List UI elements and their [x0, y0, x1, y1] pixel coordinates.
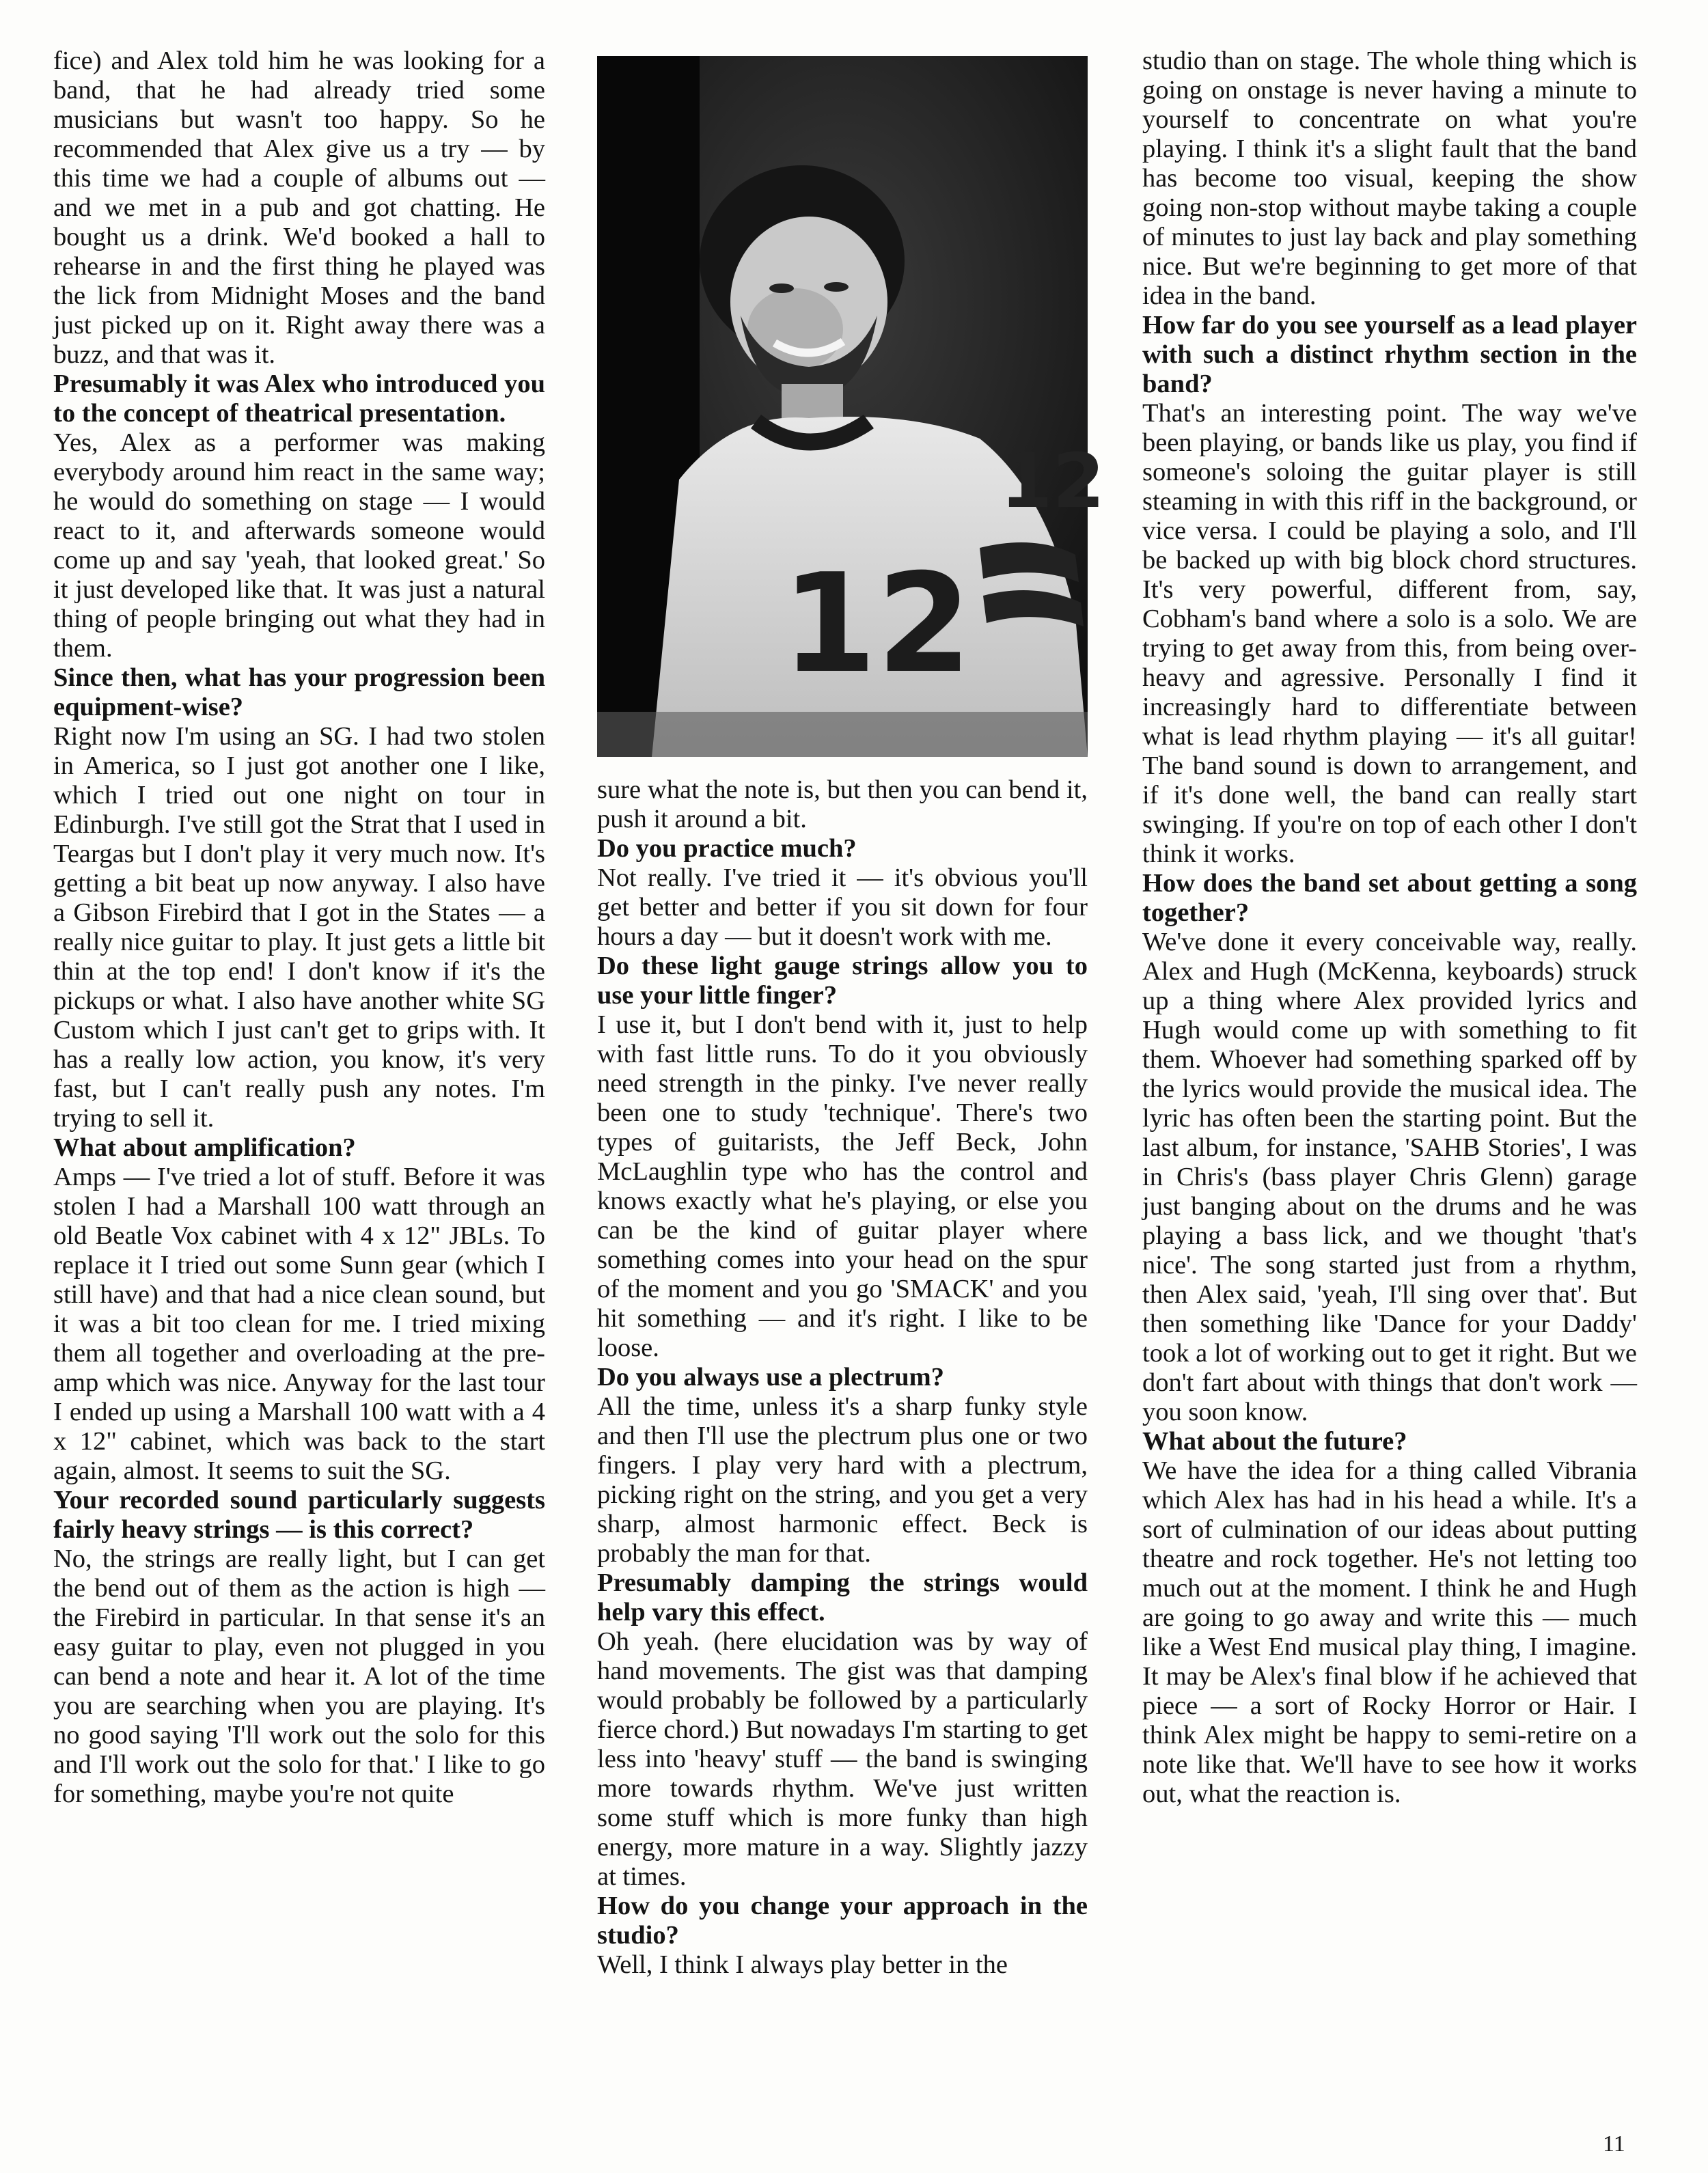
svg-text:12: 12 — [1000, 437, 1105, 525]
interview-answer: We've done it every conceivable way, really. Alex and Hugh (McKenna, keyboards) struck up a thing where Alex provided lyrics and Hugh would come up with something to fit them. Whoever had something sparked off by the lyrics would provide the musical idea. The lyric has often been the starting point. But the last album, for instance, 'SAHB Stories', I was in Chris's (bass player Chris Glenn) garage just banging about on the drums and he was playing a bass lick, and we thought 'that's nice'. The song started just from a rhythm, then Alex said, 'yeah, I'll sing over that'. But then something like 'Dance for your Daddy' took a lot of working out to get it right. But we don't fart about with things that don't work — you soon know. — [1142, 928, 1637, 1426]
interview-answer: sure what the note is, but then you can bend it, push it around a bit. — [597, 775, 1088, 833]
interview-answer: All the time, unless it's a sharp funky style and then I'll use the plectrum plus one or two fingers. I play very hard with a plectrum, picking right on the string, and you get a very sharp, almost harmonic effect. Beck is probably the man for that. — [597, 1392, 1088, 1568]
interview-question: Your recorded sound particularly suggests fairly heavy strings — is this correct? — [53, 1486, 545, 1544]
man-in-numbered-jersey-photo — [597, 56, 1105, 757]
interview-question: Since then, what has your progression been equipment-wise? — [53, 663, 545, 721]
interview-question: Do you practice much? — [597, 834, 857, 863]
interview-answer: That's an interesting point. The way we've been playing, or bands like us play, you find if someone's soloing the guitar player is still steaming in with this riff in the background, or vice versa. I could be playing a solo, and I'll be backed up with big block chord structures. It's very powerful, different from, say, Cobham's band where a solo is a solo. We are trying to get away from this, from being over-heavy and agressive. Personally I find it increasingly hard to differentiate between what is lead rhythm playing — it's all guitar! The band sound is down to arrangement, and if it's done well, the band can really start swinging. If you're on top of each other I don't think it works. — [1142, 399, 1637, 868]
interview-question: How far do you see yourself as a lead player with such a distinct rhythm section in the band? — [1142, 311, 1637, 398]
interview-answer: We have the idea for a thing called Vibrania which Alex has had in his head a while. It's a sort of culmination of our ideas about putting theatre and rock together. He's not letting too much out at the moment. I think he and Hugh are going to go away and write this — much like a West End musical play thing, I imagine. It may be Alex's final blow if he achieved that piece — a sort of Rocky Horror or Hair. I think Alex might be happy to semi-retire on a note like that. We'll have to see how it works out, what the reaction is. — [1142, 1456, 1637, 1808]
interview-answer: Yes, Alex as a performer was making everybody around him react in the same way; he would do something on stage — I would react to it, and afterwards someone would come up and say 'yeah, that looked great.' So it just developed like that. It was just a natural thing of people bringing out what they had in them. — [53, 428, 545, 663]
interview-question: Do you always use a plectrum? — [597, 1363, 944, 1392]
interview-question: How do you change your approach in the studio? — [597, 1892, 1088, 1950]
interview-answer: fice) and Alex told him he was looking for a band, that he had already tried some musicians but wasn't too happy. So he recommended that Alex give us a try — by this time we had a couple of albums out — and we met in a pub and got chatting. He bought us a drink. We'd booked a hall to rehearse in and the first thing he played was the lick from Midnight Moses and the band just picked up on it. Right away there was a buzz, and that was it. — [53, 46, 545, 369]
photo-graphic — [597, 56, 1105, 757]
interview-answer: Not really. I've tried it — it's obvious you'll get better and better if you sit down for four hours a day — but it doesn't work with me. — [597, 863, 1088, 951]
svg-text:12: 12 — [782, 544, 972, 704]
interview-answer: studio than on stage. The whole thing which is going on onstage is never having a minute to yourself to concentrate on what you're playing. I think it's a slight fault that the band has become too visual, keeping the show going non-stop without maybe taking a couple of minutes to just lay back and play something nice. But we're beginning to get more of that idea in the band. — [1142, 46, 1637, 310]
interview-question: What about amplification? — [53, 1133, 356, 1162]
interview-answer: I use it, but I don't bend with it, just to help with fast little runs. To do it you obviously need strength in the pinky. I've never really been one to study 'technique'. There's two types of guitarists, the Jeff Beck, John McLaughlin type who has the control and knows exactly what he's playing, or else you can be the kind of guitar player where something comes into your head on the spur of the moment and you go 'SMACK' and you hit something — and it's right. I like to be loose. — [597, 1010, 1088, 1362]
page-number: 11 — [1603, 2131, 1625, 2157]
interview-answer: Oh yeah. (here elucidation was by way of hand movements. The gist was that damping would probably be followed by a particularly fierce chord.) But nowadays I'm starting to get less into 'heavy' stuff — the band is swinging more towards rhythm. We've just written some stuff which is more funky than high energy, more mature in a way. Slightly jazzy at times. — [597, 1627, 1088, 1891]
article-column-1 — [53, 46, 545, 1809]
interview-question: Presumably damping the strings would help vary this effect. — [597, 1568, 1088, 1627]
interview-answer: Right now I'm using an SG. I had two stolen in America, so I just got another one I like, which I tried out one night on tour in Edinburgh. I've still got the Strat that I used in Teargas but I don't play it very much now. It's getting a bit beat up now anyway. I also have a Gibson Firebird that I got in the States — a really nice guitar to play. It just gets a little bit thin at the top end! I don't know if it's the pickups or what. I also have another white SG Custom which I just can't get to grips with. It has a really low action, you know, it's very fast, but I can't really push any notes. I'm trying to sell it. — [53, 722, 545, 1133]
article-column-2 — [597, 775, 1088, 1980]
interview-question: What about the future? — [1142, 1427, 1407, 1456]
interview-question: Presumably it was Alex who introduced you to the concept of theatrical presentation. — [53, 370, 545, 428]
interview-question: How does the band set about getting a song together? — [1142, 869, 1637, 927]
interview-question: Do these light gauge strings allow you to use your little finger? — [597, 952, 1088, 1010]
interview-answer: Well, I think I always play better in the — [597, 1950, 1008, 1979]
article-column-3 — [1142, 46, 1637, 1809]
interview-answer: No, the strings are really light, but I can get the bend out of them as the action is high — the Firebird in particular. In that sense it's an easy guitar to play, even not plugged in you can bend a note and hear it. A lot of the time you are searching when you are playing. It's no good saying 'I'll work out the solo for this and I'll work out the solo for that.' I like to go for something, maybe you're not quite — [53, 1545, 545, 1808]
interview-answer: Amps — I've tried a lot of stuff. Before it was stolen I had a Marshall 100 watt through an old Beatle Vox cabinet with 4 x 12" JBLs. To replace it I tried out some Sunn gear (which I still have) and that had a nice clean sound, but it was a bit too clean for me. I tried mixing them all together and overloading at the pre-amp which was nice. Anyway for the last tour I ended up using a Marshall 100 watt with a 4 x 12" cabinet, which was back to the start again, almost. It seems to suit the SG. — [53, 1163, 545, 1485]
